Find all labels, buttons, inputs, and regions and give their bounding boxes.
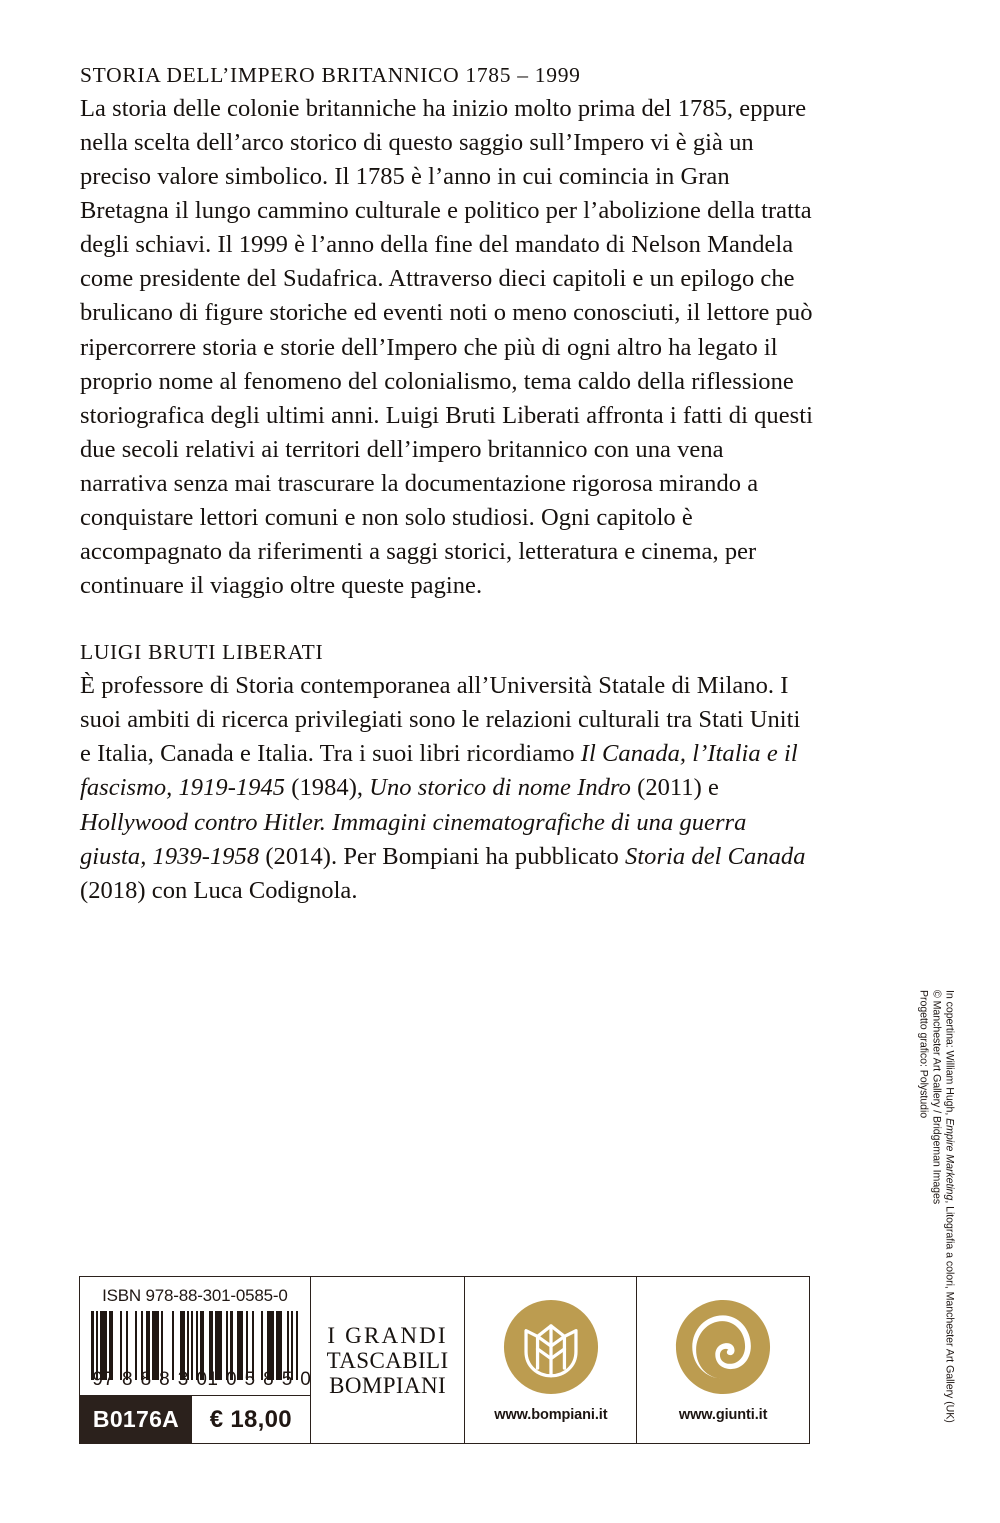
barcode-cell	[80, 1277, 311, 1443]
author-bio-paragraph	[80, 669, 816, 908]
footer-bar	[79, 1276, 810, 1444]
bompiani-logo-icon	[503, 1299, 599, 1395]
barcode-digits	[91, 1369, 312, 1391]
author-block	[80, 639, 816, 908]
author-name-heading: LUIGI BRUTI LIBERATI	[80, 640, 324, 665]
imprint-line-3: BOMPIANI	[329, 1372, 447, 1398]
giunti-url[interactable]: www.giunti.it	[678, 1407, 768, 1423]
bio-text-3: (2011) e	[630, 774, 719, 802]
back-cover-text-block	[80, 62, 816, 908]
giunti-logo-cell[interactable]	[637, 1277, 809, 1443]
imprint-cell	[311, 1277, 466, 1443]
credits-line-3: Progetto grafico: Polystudio	[917, 990, 930, 1119]
credits-artwork-title: Empire Marketing	[943, 1118, 956, 1201]
bio-text-5: (2018) con Luca Codignola.	[80, 876, 358, 904]
credits-line-1	[942, 990, 955, 1460]
barcode-check-digit: 9	[92, 1369, 104, 1390]
book-title-3: Hollywood contro Hitler. Immagini cinematografiche di una guerra giusta, 1939-1958	[80, 808, 747, 870]
price-row	[80, 1396, 310, 1443]
credits-line-2: © Manchester Art Gallery / Bridgeman Images	[930, 990, 943, 1205]
credits-line-1-pre: In copertina: William Hugh,	[943, 990, 956, 1119]
price-label: € 18,00	[209, 1405, 292, 1433]
imprint-line-1: I GRANDI	[327, 1322, 448, 1348]
bio-text-2: (1984),	[285, 774, 370, 802]
cover-credits	[916, 990, 956, 1460]
barcode-group-left: 7 8 8 8 3 0	[103, 1369, 208, 1390]
bompiani-url[interactable]: www.bompiani.it	[494, 1407, 608, 1423]
bompiani-logo-cell[interactable]	[465, 1277, 637, 1443]
bio-text-4: (2014). Per Bompiani ha pubblicato	[259, 842, 626, 870]
book-title-heading: STORIA DELL’IMPERO BRITANNICO 1785 – 1999	[80, 63, 581, 87]
product-code-badge: B0176A	[80, 1396, 192, 1443]
book-title-2: Uno storico di nome Indro	[369, 774, 631, 802]
blurb-paragraph: La storia delle colonie britanniche ha inizio molto prima del 1785, eppure nella scelta dell’arco storico di questo saggio sull’Impero vi è già un preciso valore simbolico. Il 1785 è l’anno in cui comincia in Gran Bretagna il lungo cammino culturale e politico per l’abolizione della tratta degli schiavi. Il 1999 è l’anno della fine del mandato di Nelson Mandela come presidente del Sudafrica. Attraverso dieci capitoli e un epilogo che brulicano di figure storiche ed eventi noti o meno conosciuti, il lettore può ripercorrere storia e storie dell’Impero che più di ogni altro ha legato il proprio nome al fenomeno del colonialismo, tema caldo della riflessione storiografica degli ultimi anni. Luigi Bruti Liberati affronta i fatti di questi due secoli relativi ai territori dell’impero britannico con una vena narrativa senza mai trascurare la documentazione rigorosa mirando a conquistare lettori comuni e non solo studiosi. Ogni capitolo è accompagnato da riferimenti a saggi storici, letteratura e cinema, per continuare il viaggio oltre queste pagine.	[80, 94, 813, 600]
credits-line-1-post: , Litografia a colori, Manchester Art Gallery (UK)	[943, 1200, 956, 1423]
imprint-line-2: TASCABILI	[326, 1347, 449, 1373]
book-title-1: Il Canada, l’Italia e il fascismo, 1919-1945	[80, 740, 798, 802]
barcode-group-right: 1 0 5 8 5 0	[207, 1369, 312, 1390]
barcode-area	[80, 1277, 310, 1396]
giunti-logo-icon	[675, 1299, 771, 1395]
isbn-label: ISBN 978-88-301-0585-0	[102, 1286, 288, 1305]
book-title-4: Storia del Canada	[625, 842, 806, 870]
bio-text-1: È professore di Storia contemporanea all’Università Statale di Milano. I suoi ambiti di ricerca privilegiati sono le relazioni culturali tra Stati Uniti e Italia, Canada e Italia. Tra i suoi libri ricordiamo	[80, 672, 801, 768]
imprint-name	[327, 1323, 449, 1398]
